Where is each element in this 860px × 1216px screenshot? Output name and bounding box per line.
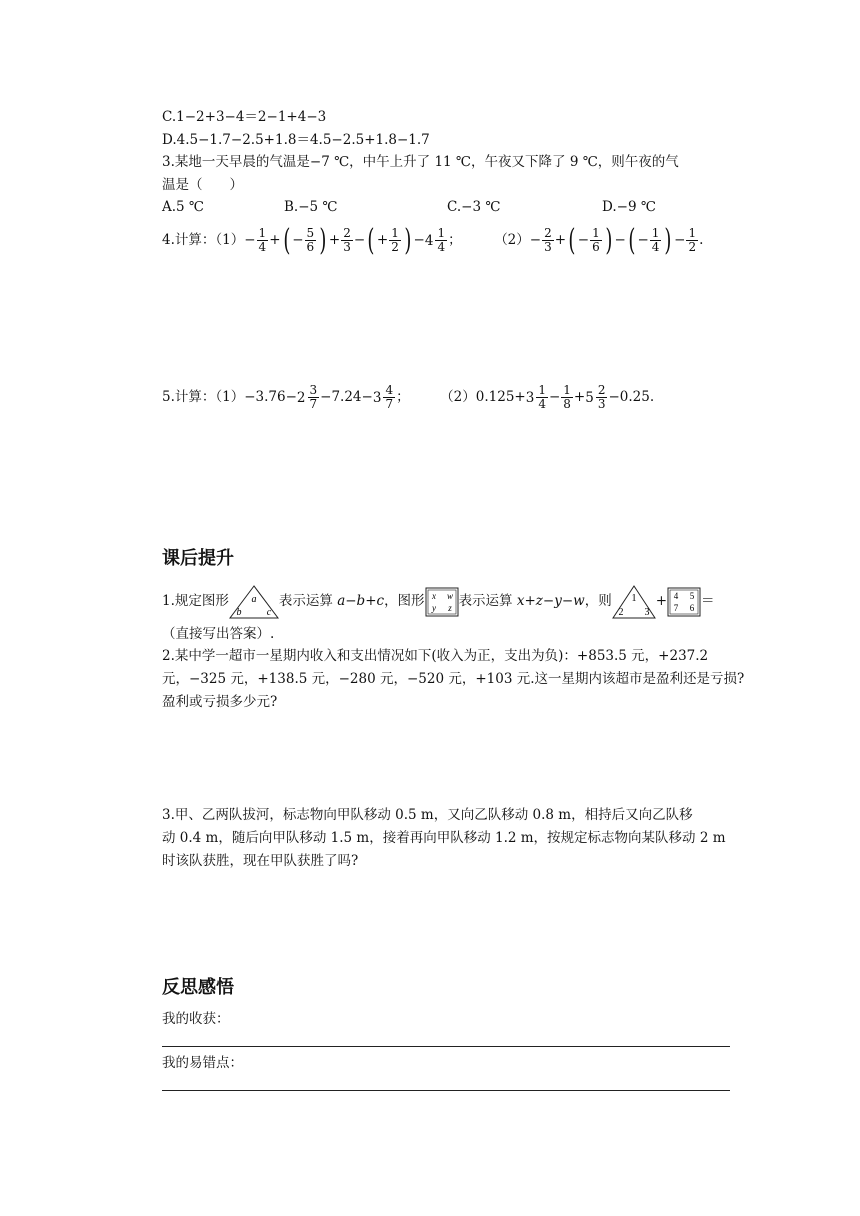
my-gains-label: 我的收获： xyxy=(162,1011,230,1027)
square-tl-label: x xyxy=(431,590,436,601)
after-question-1-line-1 xyxy=(162,584,715,619)
q1-text-mid-4: ，则 xyxy=(584,593,612,609)
square2-tr-label: 5 xyxy=(689,590,695,601)
question-3-line-1: 3.某地一天早晨的气温是−7 ℃，中午上升了 11 ℃，午夜又下降了 9 ℃，则午夜的气 xyxy=(162,154,679,170)
after-question-3-line-3: 时该队获胜，现在甲队获胜了吗? xyxy=(162,853,359,869)
fraction: $\frac{1}{6}$ xyxy=(592,226,600,254)
question-3-option-d: D.−9 ℃ xyxy=(602,199,656,215)
after-question-2-line-3: 盈利或亏损多少元? xyxy=(162,694,278,710)
triangle-top-label: a xyxy=(251,593,257,605)
answer-line-mistakes xyxy=(162,1090,730,1091)
after-question-3-line-1: 3.甲、乙两队拔河，标志物向甲队移动 0.5 m，又向乙队移动 0.8 m，相持后又向乙队移 xyxy=(162,807,693,823)
triangle2-right-label: 3 xyxy=(644,606,650,618)
q1-text-mid-3: 表示运算 xyxy=(458,593,513,609)
after-question-2-line-1: 2.某中学一超市一星期内收入和支出情况如下(收入为正，支出为负)：+853.5 元，+237.2 xyxy=(162,648,709,664)
triangle-right-label: c xyxy=(266,606,272,618)
answer-line-gains xyxy=(162,1046,730,1047)
mixed-number: 3 $\frac{1}{4}$ xyxy=(525,383,546,411)
triangle2-top-label: 1 xyxy=(631,592,637,604)
square2-bl-label: 7 xyxy=(673,602,679,613)
question-3-option-b: B.−5 ℃ xyxy=(284,199,338,215)
fraction: $\frac{5}{6}$ xyxy=(306,226,315,254)
question-5: 5.计算：（1）−3.76− 2 $\frac{3}{7}$ −7.24− 3 $\frac{4}{7}$ ； （2）0.125+ 3 $\frac{1}{4}$ − $\frac{1}{8}$ + 5 $\frac{2}{3}$ −0.25. xyxy=(162,379,654,416)
square-tr-label: w xyxy=(446,590,453,601)
triangle-left-label: b xyxy=(236,606,242,618)
triangle-figure xyxy=(229,585,279,619)
mixed-number: 2 $\frac{3}{7}$ xyxy=(296,383,318,411)
question-3-line-2: 温是（ ） xyxy=(162,177,243,193)
question-4-part-2-label: （2） xyxy=(494,232,530,248)
fraction: $\frac{1}{4}$ xyxy=(258,226,267,254)
triangle2-left-label: 2 xyxy=(618,606,624,618)
my-mistakes-label: 我的易错点： xyxy=(162,1055,243,1071)
fraction: $\frac{2}{3}$ xyxy=(343,226,351,254)
after-question-1-line-2: （直接写出答案）. xyxy=(162,626,275,642)
section-heading-reflection: 反思感悟 xyxy=(162,977,234,998)
mixed-number: 3 $\frac{4}{7}$ xyxy=(372,383,394,411)
q1-text-mid-2: ，图形 xyxy=(384,593,425,609)
question-3-option-c: C.−3 ℃ xyxy=(447,199,501,215)
q1-equals: ＝ xyxy=(701,593,715,609)
question-4-label: 4.计算：（1） xyxy=(162,232,245,248)
triangle-figure-2 xyxy=(612,585,656,619)
mixed-number: 4 $\frac{1}{4}$ xyxy=(424,226,446,254)
option-d: D.4.5−1.7−2.5+1.8＝4.5−2.5+1.8−1.7 xyxy=(162,132,430,148)
fraction: $\frac{1}{4}$ xyxy=(651,226,660,254)
q1-text-pre: 1.规定图形 xyxy=(162,593,229,609)
square-figure xyxy=(425,587,459,617)
question-3-option-a: A.5 ℃ xyxy=(162,199,205,215)
square-br-label: z xyxy=(447,602,452,613)
square2-br-label: 6 xyxy=(689,602,695,613)
q1-plus: + xyxy=(655,593,668,609)
after-question-2-line-2: 元，−325 元，+138.5 元，−280 元，−520 元，+103 元.这一星期内该超市是盈利还是亏损? xyxy=(162,671,745,687)
mixed-number: 5 $\frac{2}{3}$ xyxy=(585,383,606,411)
square-bl-label: y xyxy=(431,602,436,613)
fraction: $\frac{1}{2}$ xyxy=(688,226,697,254)
fraction: $\frac{1}{2}$ xyxy=(391,226,399,254)
square2-tl-label: 4 xyxy=(673,590,679,601)
option-c: C.1−2+3−4＝2−1+4−3 xyxy=(162,109,327,125)
fraction: $\frac{1}{8}$ xyxy=(563,383,571,411)
q1-text-mid-1: 表示运算 xyxy=(278,593,333,609)
after-question-3-line-2: 动 0.4 m，随后向甲队移动 1.5 m，接着再向甲队移动 1.2 m，按规定标志物向某队移动 2 m xyxy=(162,830,726,846)
square-figure-2 xyxy=(667,587,701,617)
q1-expression-2: x+z−y−w xyxy=(516,593,585,609)
question-5-part-2-label: （2） xyxy=(440,389,476,405)
question-4: 4.计算：（1）− $\frac{1}{4}$ +( − $\frac{5}{6}$ ) + $\frac{2}{3}$ −( + $\frac{1}{2}$ ) − 4 $\frac{1}{4}$ ； （2）− $\frac{2}{3}$ +( − $\frac{1}{6}$ ) −( − $\frac{1}{4}$ ) − $\frac{1}{2}$ . xyxy=(162,222,704,258)
section-heading-after-class: 课后提升 xyxy=(162,548,234,569)
fraction: $\frac{2}{3}$ xyxy=(544,226,552,254)
q1-expression-1: a−b+c xyxy=(337,593,385,609)
question-5-label: 5.计算：（1） xyxy=(162,389,245,405)
